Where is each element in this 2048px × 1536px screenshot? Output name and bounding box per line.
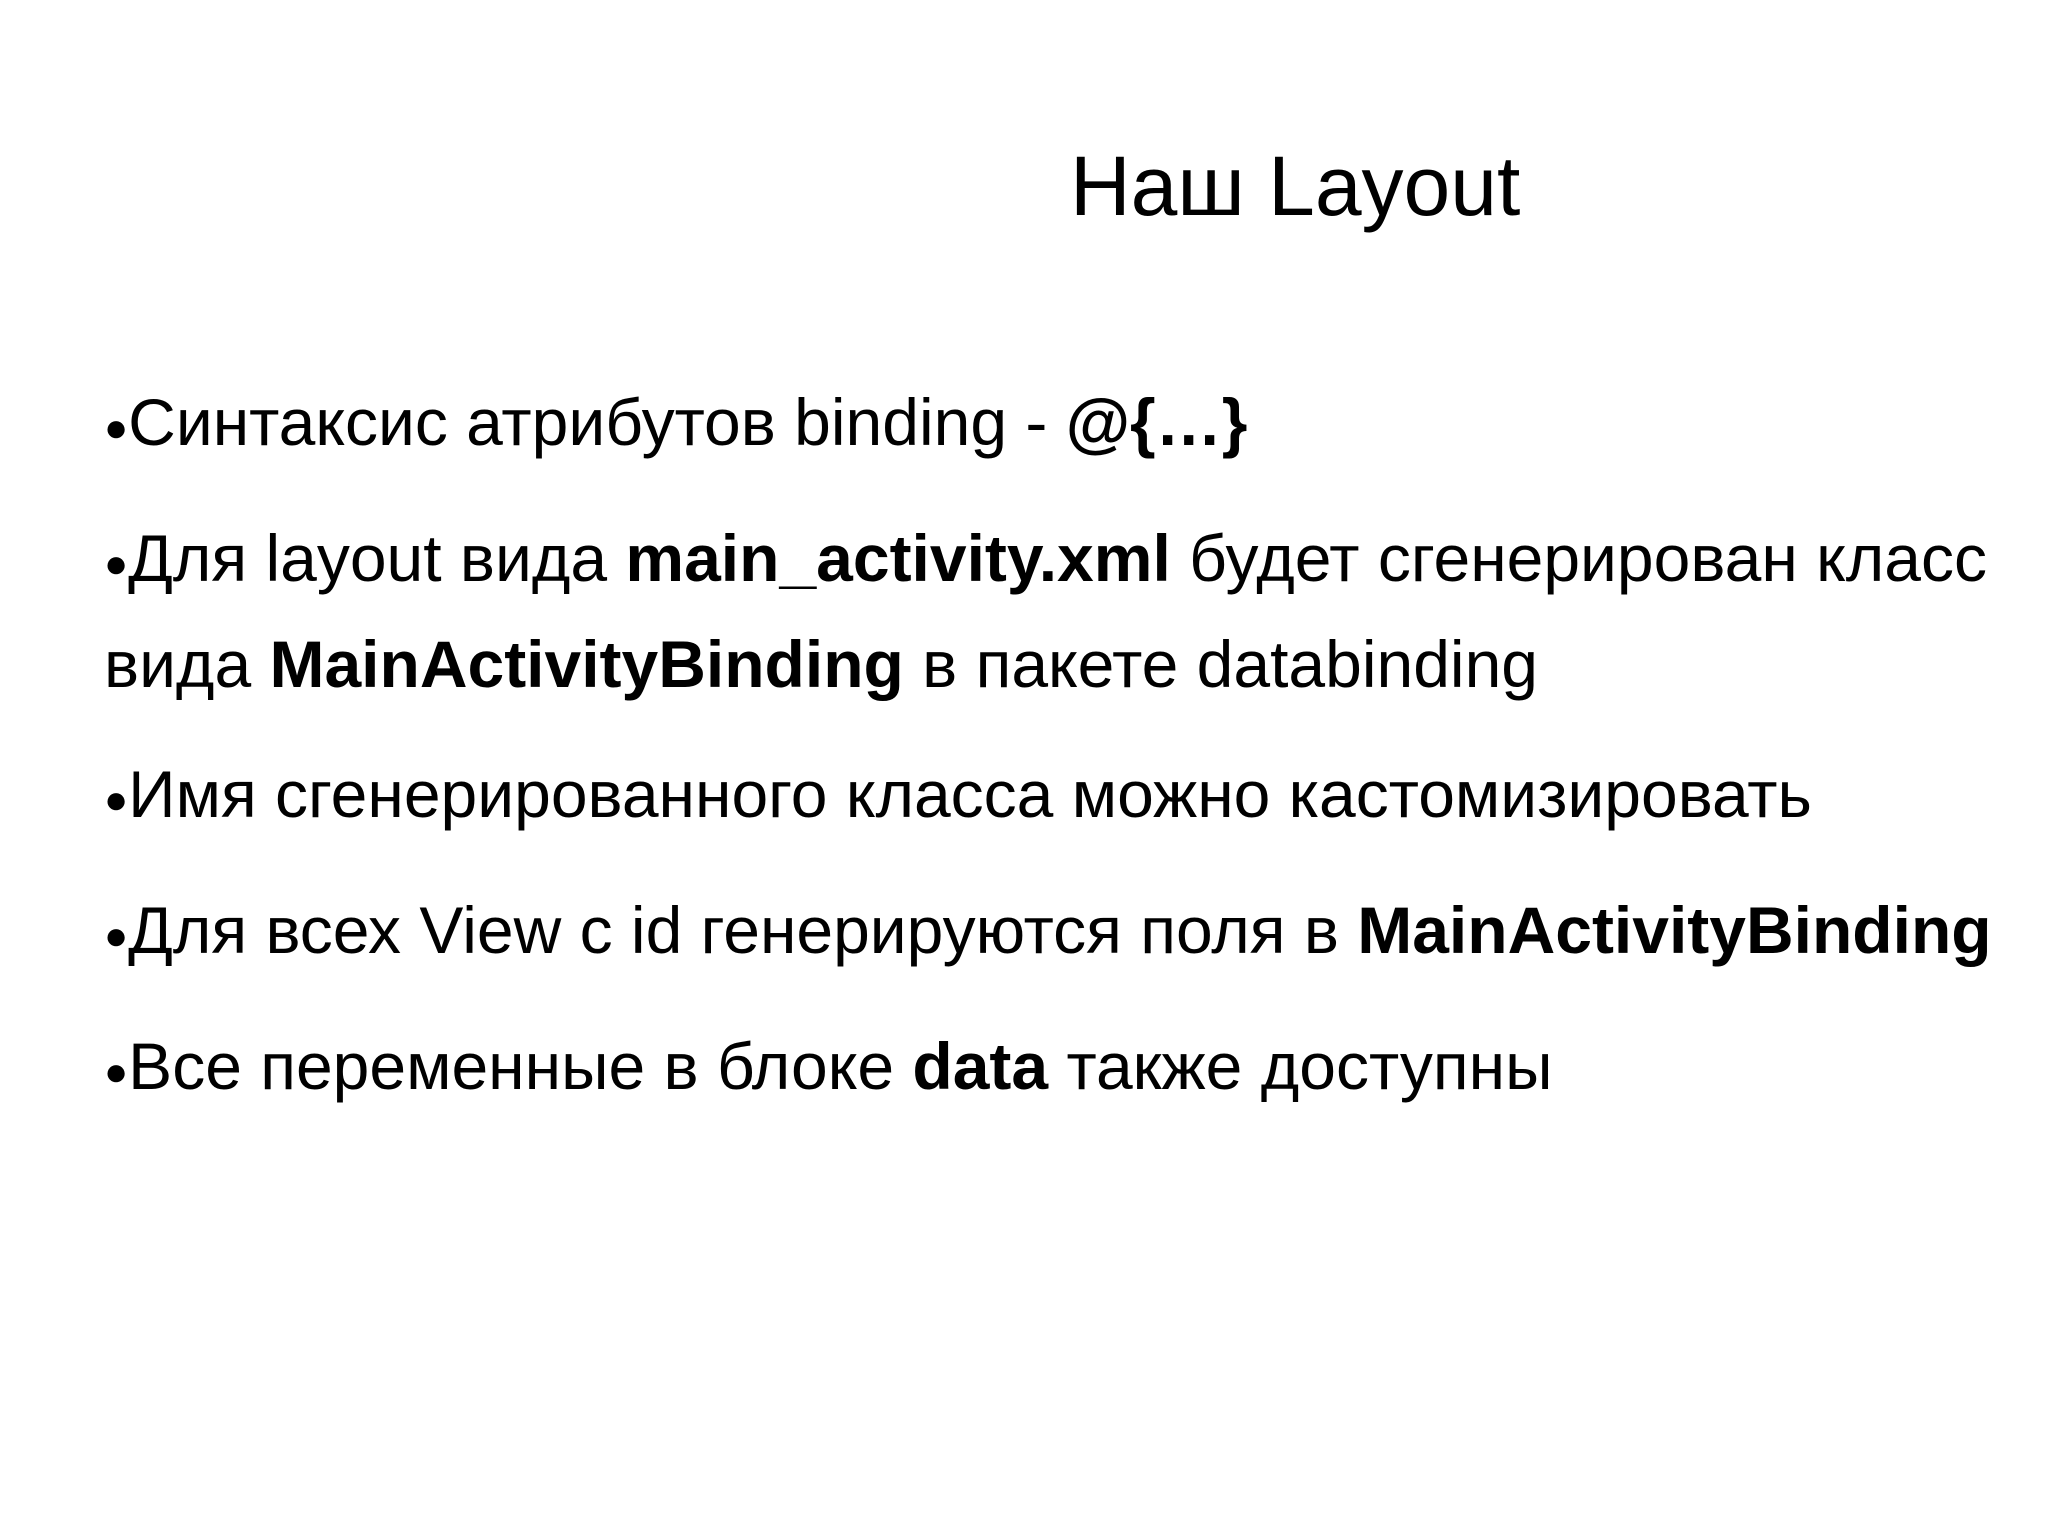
bullet-icon: ●	[104, 778, 129, 822]
bullet-emphasis: MainActivityBinding	[1357, 893, 1992, 967]
bullet-item	[104, 508, 2004, 714]
bullet-text: Все переменные в блоке	[128, 1029, 913, 1103]
bullet-text: также доступны	[1048, 1029, 1553, 1103]
bullet-icon: ●	[104, 542, 129, 586]
slide-title: Наш Layout	[1070, 139, 1521, 233]
bullet-icon: ●	[104, 914, 129, 958]
bullet-text: будет сгенерирован класс вида	[104, 521, 1987, 701]
bullet-text: Имя сгенерированного класса можно кастомизировать	[128, 757, 1812, 831]
bullet-icon: ●	[104, 406, 129, 450]
bullet-icon: ●	[104, 1050, 129, 1094]
bullet-text: в пакете databinding	[903, 627, 1538, 701]
bullet-list	[104, 372, 2004, 1152]
bullet-emphasis: MainActivityBinding	[269, 627, 904, 701]
bullet-text: Синтаксис атрибутов binding -	[128, 385, 1066, 459]
bullet-text: Для layout вида	[128, 521, 626, 595]
bullet-item	[104, 744, 2004, 850]
bullet-item	[104, 1016, 2004, 1122]
bullet-emphasis: @{…}	[1065, 385, 1248, 459]
bullet-emphasis: data	[912, 1029, 1049, 1103]
bullet-emphasis: main_activity.xml	[625, 521, 1171, 595]
bullet-item	[104, 372, 2004, 478]
bullet-text: Для всех View с id генерируются поля в	[128, 893, 1358, 967]
bullet-item	[104, 880, 2004, 986]
